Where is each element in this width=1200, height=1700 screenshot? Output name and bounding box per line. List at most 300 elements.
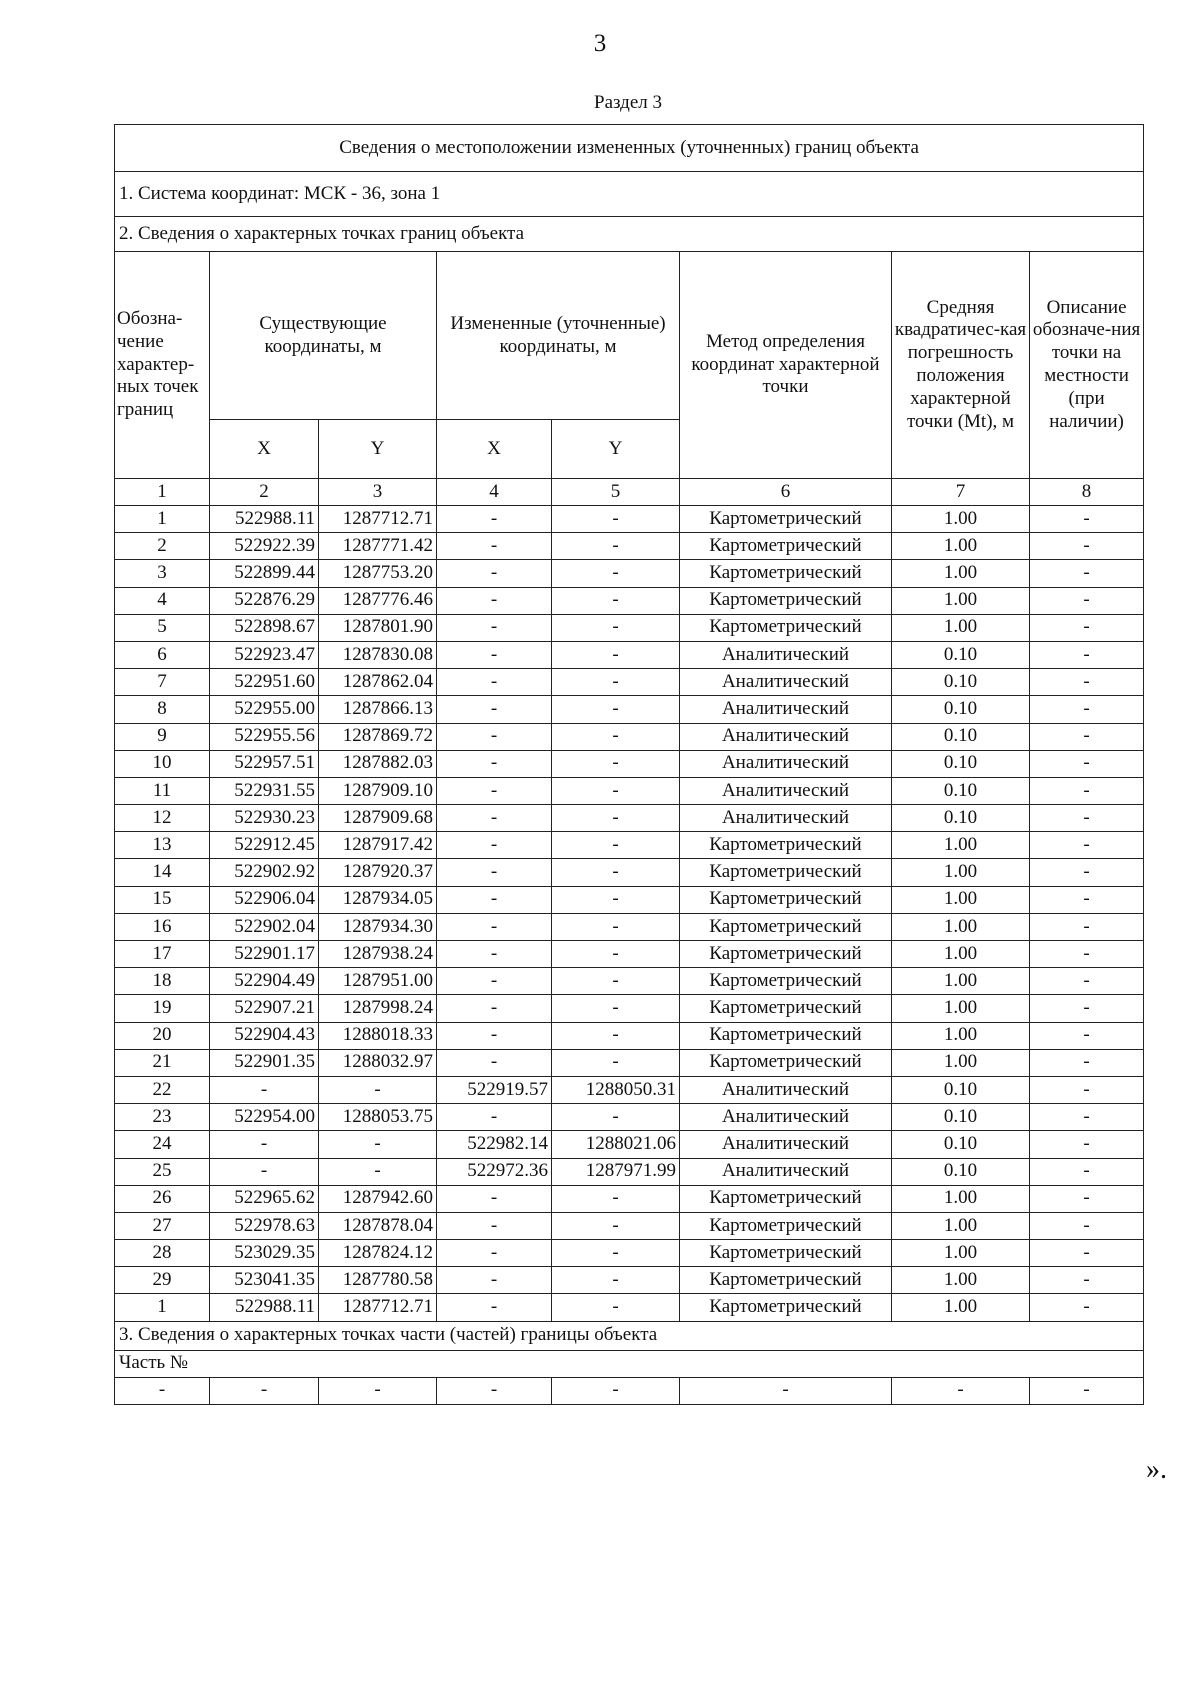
table-cell: - [552, 995, 680, 1022]
table-cell: 0.10 [892, 777, 1030, 804]
table-row [115, 1049, 1144, 1076]
table-cell: 1287824.12 [319, 1240, 437, 1267]
table-cell: 1287934.30 [319, 913, 437, 940]
table-cell: Картометрический [680, 1185, 892, 1212]
table-cell: 523041.35 [210, 1267, 319, 1294]
table-cell: 1 [115, 506, 210, 533]
table-cell: 522988.11 [210, 1294, 319, 1321]
table-cell: 1.00 [892, 1185, 1030, 1212]
table-cell: 1.00 [892, 968, 1030, 995]
table-cell: - [1030, 832, 1144, 859]
col-method-header: Метод определения координат характерной точки [680, 252, 892, 479]
table-cell: 522898.67 [210, 614, 319, 641]
table-cell: - [1030, 995, 1144, 1022]
table-cell: - [437, 723, 552, 750]
table-cell: 1287776.46 [319, 587, 437, 614]
table-cell: 10 [115, 750, 210, 777]
table-cell: Картометрический [680, 506, 892, 533]
table-cell: 522876.29 [210, 587, 319, 614]
table-cell: 522901.35 [210, 1049, 319, 1076]
table-cell: - [1030, 805, 1144, 832]
end-quote-mark: ». [1146, 1454, 1167, 1485]
table-cell: - [552, 1104, 680, 1131]
table-cell: 0.10 [892, 1076, 1030, 1103]
table-cell: 522955.00 [210, 696, 319, 723]
table-cell: 24 [115, 1131, 210, 1158]
changed-x-header: X [437, 420, 552, 479]
table-cell: - [1030, 1185, 1144, 1212]
boundary-table [114, 124, 1144, 1405]
existing-y-header: Y [319, 420, 437, 479]
table-cell: 0.10 [892, 805, 1030, 832]
table-cell: - [1030, 614, 1144, 641]
table-row [115, 859, 1144, 886]
empty-part-row [115, 1377, 1144, 1404]
table-cell: - [1030, 1294, 1144, 1321]
part-number-label: Часть № [115, 1350, 1144, 1377]
table-row [115, 1022, 1144, 1049]
table-cell: - [892, 1377, 1030, 1404]
table-cell: - [552, 614, 680, 641]
table-cell: - [1030, 1377, 1144, 1404]
table-cell: 23 [115, 1104, 210, 1131]
table-row [115, 777, 1144, 804]
table-cell: - [552, 1049, 680, 1076]
table-cell: - [437, 859, 552, 886]
table-cell: - [552, 1212, 680, 1239]
table-cell: - [1030, 669, 1144, 696]
table-cell: - [437, 1185, 552, 1212]
column-number: 4 [437, 479, 552, 506]
table-cell: Картометрический [680, 587, 892, 614]
table-row [115, 805, 1144, 832]
table-cell: 522965.62 [210, 1185, 319, 1212]
table-cell: - [552, 941, 680, 968]
table-cell: 5 [115, 614, 210, 641]
table-cell: - [552, 1185, 680, 1212]
table-cell: - [552, 805, 680, 832]
existing-x-header: X [210, 420, 319, 479]
table-cell: - [437, 641, 552, 668]
table-cell: 21 [115, 1049, 210, 1076]
table-cell: Картометрический [680, 913, 892, 940]
table-cell: - [437, 1104, 552, 1131]
table-cell: - [1030, 1049, 1144, 1076]
table-row [115, 1104, 1144, 1131]
table-cell: - [552, 669, 680, 696]
parts-header: 3. Сведения о характерных точках части (частей) границы объекта [115, 1321, 1144, 1350]
table-cell: 1.00 [892, 587, 1030, 614]
table-cell: 1.00 [892, 614, 1030, 641]
col-description-header: Описание обозначе-ния точки на местности (при наличии) [1030, 252, 1144, 479]
table-cell: - [1030, 859, 1144, 886]
table-row [115, 614, 1144, 641]
table-cell: 1287934.05 [319, 886, 437, 913]
table-cell: 1287920.37 [319, 859, 437, 886]
table-cell: - [1030, 1104, 1144, 1131]
table-cell: 1287801.90 [319, 614, 437, 641]
table-cell: Аналитический [680, 1104, 892, 1131]
table-cell: 1287753.20 [319, 560, 437, 587]
table-cell: - [1030, 533, 1144, 560]
table-cell: 1.00 [892, 1240, 1030, 1267]
table-cell: 522954.00 [210, 1104, 319, 1131]
table-cell: - [680, 1377, 892, 1404]
table-cell: 1288050.31 [552, 1076, 680, 1103]
table-cell: 18 [115, 968, 210, 995]
table-cell: 19 [115, 995, 210, 1022]
table-cell: 1287862.04 [319, 669, 437, 696]
table-cell: 9 [115, 723, 210, 750]
table-cell: Аналитический [680, 1131, 892, 1158]
table-cell: Аналитический [680, 805, 892, 832]
table-cell: 522904.43 [210, 1022, 319, 1049]
table-cell: - [437, 1377, 552, 1404]
table-cell: Картометрический [680, 941, 892, 968]
table-cell: - [1030, 560, 1144, 587]
table-cell: - [552, 1377, 680, 1404]
table-cell: Аналитический [680, 723, 892, 750]
table-cell: - [552, 777, 680, 804]
table-cell: - [437, 995, 552, 1022]
table-cell: 522901.17 [210, 941, 319, 968]
table-cell: 1.00 [892, 1049, 1030, 1076]
table-cell: - [437, 968, 552, 995]
table-cell: 522951.60 [210, 669, 319, 696]
table-cell: - [437, 1049, 552, 1076]
col-changed-header: Измененные (уточненные) координаты, м [437, 252, 680, 420]
table-title: Сведения о местоположении измененных (уточненных) границ объекта [115, 125, 1144, 172]
table-cell: - [437, 1212, 552, 1239]
table-row [115, 1131, 1144, 1158]
table-cell: - [210, 1377, 319, 1404]
table-cell: - [437, 614, 552, 641]
table-cell: Картометрический [680, 832, 892, 859]
table-cell: 11 [115, 777, 210, 804]
table-cell: Картометрический [680, 1294, 892, 1321]
table-cell: - [319, 1158, 437, 1185]
table-cell: 1.00 [892, 506, 1030, 533]
table-cell: 1287878.04 [319, 1212, 437, 1239]
table-cell: 1287882.03 [319, 750, 437, 777]
table-cell: 1287869.72 [319, 723, 437, 750]
table-cell: 3 [115, 560, 210, 587]
table-cell: Картометрический [680, 995, 892, 1022]
table-row [115, 1158, 1144, 1185]
table-cell: - [1030, 1212, 1144, 1239]
table-cell: 4 [115, 587, 210, 614]
table-cell: Картометрический [680, 614, 892, 641]
table-cell: - [552, 560, 680, 587]
table-cell: Аналитический [680, 750, 892, 777]
col-existing-header: Существующие координаты, м [210, 252, 437, 420]
table-cell: 1287771.42 [319, 533, 437, 560]
table-cell: 8 [115, 696, 210, 723]
table-cell: Картометрический [680, 1240, 892, 1267]
table-row [115, 1240, 1144, 1267]
table-row [115, 886, 1144, 913]
table-cell: - [210, 1158, 319, 1185]
table-cell: Картометрический [680, 560, 892, 587]
table-cell: 1287971.99 [552, 1158, 680, 1185]
table-cell: - [552, 832, 680, 859]
changed-y-header: Y [552, 420, 680, 479]
table-row [115, 1294, 1144, 1321]
table-cell: 1.00 [892, 1294, 1030, 1321]
table-cell: 2 [115, 533, 210, 560]
table-cell: 0.10 [892, 1158, 1030, 1185]
table-cell: - [1030, 1267, 1144, 1294]
table-cell: 22 [115, 1076, 210, 1103]
table-cell: - [437, 941, 552, 968]
table-cell: 15 [115, 886, 210, 913]
table-cell: - [437, 533, 552, 560]
table-row [115, 1185, 1144, 1212]
table-cell: 13 [115, 832, 210, 859]
table-cell: 522912.45 [210, 832, 319, 859]
table-cell: - [437, 750, 552, 777]
table-cell: - [437, 913, 552, 940]
table-cell: Картометрический [680, 1049, 892, 1076]
table-cell: - [552, 859, 680, 886]
table-cell: 27 [115, 1212, 210, 1239]
table-cell: 1 [115, 1294, 210, 1321]
table-row [115, 560, 1144, 587]
table-cell: 1287917.42 [319, 832, 437, 859]
table-cell: - [437, 587, 552, 614]
table-row [115, 587, 1144, 614]
table-cell: - [437, 805, 552, 832]
table-cell: 1287712.71 [319, 1294, 437, 1321]
table-cell: 1287866.13 [319, 696, 437, 723]
table-cell: - [552, 886, 680, 913]
table-row [115, 641, 1144, 668]
table-cell: 522907.21 [210, 995, 319, 1022]
table-cell: 522930.23 [210, 805, 319, 832]
table-row [115, 750, 1144, 777]
table-cell: 522922.39 [210, 533, 319, 560]
table-cell: 1.00 [892, 1267, 1030, 1294]
table-cell: 1288018.33 [319, 1022, 437, 1049]
table-cell: - [552, 533, 680, 560]
table-cell: - [552, 723, 680, 750]
table-cell: 0.10 [892, 669, 1030, 696]
table-cell: - [552, 696, 680, 723]
table-cell: 1.00 [892, 913, 1030, 940]
table-cell: - [552, 587, 680, 614]
table-cell: 1287830.08 [319, 641, 437, 668]
table-cell: 522902.04 [210, 913, 319, 940]
table-cell: - [552, 968, 680, 995]
table-cell: 1.00 [892, 886, 1030, 913]
column-number: 1 [115, 479, 210, 506]
table-cell: 1287780.58 [319, 1267, 437, 1294]
table-cell: 522919.57 [437, 1076, 552, 1103]
table-cell: - [1030, 641, 1144, 668]
table-cell: 17 [115, 941, 210, 968]
table-cell: 0.10 [892, 1131, 1030, 1158]
table-cell: - [552, 913, 680, 940]
table-cell: 523029.35 [210, 1240, 319, 1267]
table-cell: 1287938.24 [319, 941, 437, 968]
table-cell: 522978.63 [210, 1212, 319, 1239]
table-cell: - [1030, 777, 1144, 804]
table-cell: - [319, 1076, 437, 1103]
column-number: 6 [680, 479, 892, 506]
table-cell: 1288053.75 [319, 1104, 437, 1131]
table-cell: - [552, 1022, 680, 1049]
table-cell: 1.00 [892, 859, 1030, 886]
table-cell: 522906.04 [210, 886, 319, 913]
table-row [115, 723, 1144, 750]
table-cell: - [437, 777, 552, 804]
table-cell: - [210, 1076, 319, 1103]
table-cell: 16 [115, 913, 210, 940]
table-cell: 1287712.71 [319, 506, 437, 533]
table-cell: 522931.55 [210, 777, 319, 804]
table-cell: 1287998.24 [319, 995, 437, 1022]
table-cell: Картометрический [680, 1022, 892, 1049]
table-cell: - [1030, 1158, 1144, 1185]
column-number: 7 [892, 479, 1030, 506]
table-cell: - [552, 1294, 680, 1321]
table-cell: 522988.11 [210, 506, 319, 533]
table-cell: - [1030, 913, 1144, 940]
table-row [115, 1076, 1144, 1103]
col-designation-header: Обозна-чение характер-ных точек границ [115, 252, 210, 479]
table-cell: 1.00 [892, 995, 1030, 1022]
table-cell: - [437, 1294, 552, 1321]
table-cell: - [437, 1240, 552, 1267]
coord-system: 1. Система координат: МСК - 36, зона 1 [115, 172, 1144, 217]
table-cell: - [319, 1377, 437, 1404]
table-cell: - [437, 669, 552, 696]
table-cell: - [1030, 750, 1144, 777]
table-row [115, 1267, 1144, 1294]
table-row [115, 913, 1144, 940]
col-error-header: Средняя квадратичес-кая погрешность положения характерной точки (Mt), м [892, 252, 1030, 479]
table-cell: - [552, 1267, 680, 1294]
table-cell: Аналитический [680, 641, 892, 668]
table-cell: Картометрический [680, 533, 892, 560]
table-row [115, 506, 1144, 533]
table-cell: 0.10 [892, 750, 1030, 777]
table-cell: 1288021.06 [552, 1131, 680, 1158]
table-cell: 1287942.60 [319, 1185, 437, 1212]
table-cell: 14 [115, 859, 210, 886]
table-cell: Картометрический [680, 886, 892, 913]
table-row [115, 995, 1144, 1022]
table-cell: 1.00 [892, 533, 1030, 560]
table-cell: - [1030, 968, 1144, 995]
table-cell: 522904.49 [210, 968, 319, 995]
table-cell: Аналитический [680, 696, 892, 723]
points-header: 2. Сведения о характерных точках границ объекта [115, 217, 1144, 252]
table-cell: 522972.36 [437, 1158, 552, 1185]
table-cell: - [1030, 1131, 1144, 1158]
table-cell: - [1030, 1076, 1144, 1103]
table-cell: 1288032.97 [319, 1049, 437, 1076]
table-cell: 1287909.10 [319, 777, 437, 804]
table-cell: - [552, 641, 680, 668]
table-cell: Картометрический [680, 968, 892, 995]
column-number: 3 [319, 479, 437, 506]
table-cell: - [552, 750, 680, 777]
table-cell: - [1030, 506, 1144, 533]
table-row [115, 696, 1144, 723]
table-cell: 7 [115, 669, 210, 696]
table-row [115, 832, 1144, 859]
table-cell: - [1030, 886, 1144, 913]
table-cell: - [437, 832, 552, 859]
table-cell: - [210, 1131, 319, 1158]
table-cell: - [1030, 1240, 1144, 1267]
page-number: 3 [593, 30, 607, 57]
table-cell: 522982.14 [437, 1131, 552, 1158]
table-cell: 522923.47 [210, 641, 319, 668]
table-cell: 1.00 [892, 832, 1030, 859]
table-cell: 522902.92 [210, 859, 319, 886]
table-cell: - [1030, 1022, 1144, 1049]
table-cell: - [1030, 587, 1144, 614]
column-number: 2 [210, 479, 319, 506]
table-cell: 522957.51 [210, 750, 319, 777]
table-cell: Аналитический [680, 1158, 892, 1185]
table-cell: Аналитический [680, 669, 892, 696]
table-cell: - [437, 696, 552, 723]
table-cell: 0.10 [892, 723, 1030, 750]
table-cell: 20 [115, 1022, 210, 1049]
table-cell: - [552, 506, 680, 533]
table-cell: 0.10 [892, 1104, 1030, 1131]
section-label: Раздел 3 [594, 92, 662, 113]
table-cell: - [437, 560, 552, 587]
table-cell: - [437, 1267, 552, 1294]
table-row [115, 533, 1144, 560]
table-cell: 1287909.68 [319, 805, 437, 832]
column-number: 8 [1030, 479, 1144, 506]
table-cell: 1.00 [892, 941, 1030, 968]
table-cell: - [1030, 696, 1144, 723]
table-cell: 6 [115, 641, 210, 668]
table-cell: - [437, 886, 552, 913]
table-row [115, 941, 1144, 968]
table-cell: - [437, 506, 552, 533]
table-cell: 25 [115, 1158, 210, 1185]
column-number-row [115, 479, 1144, 506]
table-cell: - [1030, 941, 1144, 968]
column-number: 5 [552, 479, 680, 506]
table-cell: Картометрический [680, 1267, 892, 1294]
table-cell: 26 [115, 1185, 210, 1212]
table-cell: 522955.56 [210, 723, 319, 750]
table-cell: 12 [115, 805, 210, 832]
table-cell: Картометрический [680, 859, 892, 886]
table-cell: 1.00 [892, 560, 1030, 587]
table-cell: 1.00 [892, 1022, 1030, 1049]
table-cell: 1.00 [892, 1212, 1030, 1239]
table-cell: - [552, 1240, 680, 1267]
table-cell: 0.10 [892, 696, 1030, 723]
table-row [115, 669, 1144, 696]
table-cell: - [437, 1022, 552, 1049]
table-cell: - [115, 1377, 210, 1404]
table-cell: 29 [115, 1267, 210, 1294]
table-cell: 0.10 [892, 641, 1030, 668]
table-cell: - [319, 1131, 437, 1158]
table-cell: - [1030, 723, 1144, 750]
table-cell: Картометрический [680, 1212, 892, 1239]
